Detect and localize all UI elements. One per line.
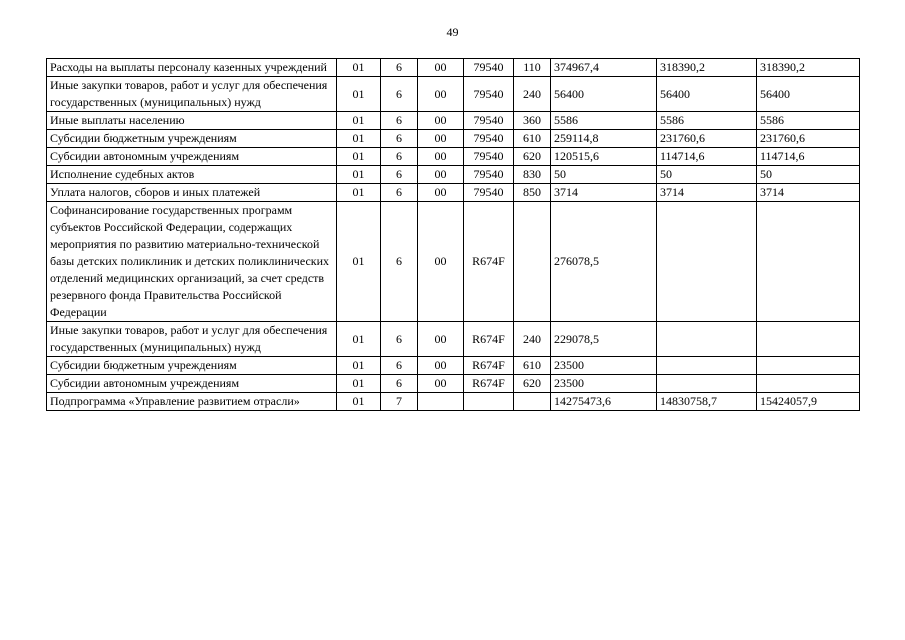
subprogram-code-cell: 00 <box>418 375 464 393</box>
row-name-cell: Подпрограмма «Управление развитием отрасли» <box>47 393 337 411</box>
row-name-cell: Иные закупки товаров, работ и услуг для обеспечения государственных (муниципальных) нужд <box>47 322 337 357</box>
amount-year3-cell <box>757 375 860 393</box>
subprogram-code-cell: 00 <box>418 184 464 202</box>
section-code-cell: 01 <box>337 130 381 148</box>
expense-type-cell: 850 <box>514 184 551 202</box>
row-name-cell: Софинансирование государственных программ субъектов Российской Федерации, содержащих мероприятия по развитию материально-технической базы детских поликлиник и детских поликлинических отделений медицинских организаций, за счет средств резервного фонда Правительства Российской Федерации <box>47 202 337 322</box>
direction-code-cell: 79540 <box>464 184 514 202</box>
subprogram-code-cell: 00 <box>418 322 464 357</box>
budget-table-body <box>47 59 860 411</box>
direction-code-cell: 79540 <box>464 77 514 112</box>
section-code-cell: 01 <box>337 202 381 322</box>
amount-year3-cell: 231760,6 <box>757 130 860 148</box>
program-code-cell: 6 <box>381 166 418 184</box>
table-row <box>47 112 860 130</box>
subprogram-code-cell: 00 <box>418 202 464 322</box>
expense-type-cell: 240 <box>514 322 551 357</box>
section-code-cell: 01 <box>337 59 381 77</box>
amount-year1-cell: 50 <box>551 166 657 184</box>
table-row <box>47 393 860 411</box>
program-code-cell: 6 <box>381 112 418 130</box>
program-code-cell: 6 <box>381 77 418 112</box>
amount-year3-cell: 50 <box>757 166 860 184</box>
section-code-cell: 01 <box>337 393 381 411</box>
subprogram-code-cell: 00 <box>418 112 464 130</box>
program-code-cell: 6 <box>381 375 418 393</box>
direction-code-cell: R674F <box>464 375 514 393</box>
row-name-cell: Субсидии автономным учреждениям <box>47 375 337 393</box>
direction-code-cell: R674F <box>464 202 514 322</box>
expense-type-cell: 240 <box>514 77 551 112</box>
program-code-cell: 6 <box>381 202 418 322</box>
amount-year3-cell: 5586 <box>757 112 860 130</box>
section-code-cell: 01 <box>337 77 381 112</box>
table-row <box>47 148 860 166</box>
program-code-cell: 6 <box>381 322 418 357</box>
direction-code-cell: 79540 <box>464 148 514 166</box>
amount-year1-cell: 259114,8 <box>551 130 657 148</box>
expense-type-cell <box>514 393 551 411</box>
amount-year3-cell: 15424057,9 <box>757 393 860 411</box>
table-row <box>47 184 860 202</box>
amount-year3-cell: 3714 <box>757 184 860 202</box>
subprogram-code-cell: 00 <box>418 77 464 112</box>
amount-year3-cell <box>757 322 860 357</box>
row-name-cell: Расходы на выплаты персоналу казенных учреждений <box>47 59 337 77</box>
table-row <box>47 375 860 393</box>
table-row <box>47 322 860 357</box>
program-code-cell: 6 <box>381 357 418 375</box>
amount-year3-cell: 318390,2 <box>757 59 860 77</box>
amount-year1-cell: 56400 <box>551 77 657 112</box>
direction-code-cell: 79540 <box>464 59 514 77</box>
amount-year2-cell: 114714,6 <box>657 148 757 166</box>
expense-type-cell: 620 <box>514 148 551 166</box>
amount-year1-cell: 276078,5 <box>551 202 657 322</box>
table-row <box>47 357 860 375</box>
expense-type-cell: 620 <box>514 375 551 393</box>
amount-year2-cell: 3714 <box>657 184 757 202</box>
table-row <box>47 202 860 322</box>
amount-year2-cell <box>657 202 757 322</box>
section-code-cell: 01 <box>337 148 381 166</box>
section-code-cell: 01 <box>337 112 381 130</box>
amount-year1-cell: 120515,6 <box>551 148 657 166</box>
row-name-cell: Субсидии бюджетным учреждениям <box>47 357 337 375</box>
amount-year3-cell <box>757 202 860 322</box>
program-code-cell: 7 <box>381 393 418 411</box>
program-code-cell: 6 <box>381 184 418 202</box>
amount-year1-cell: 14275473,6 <box>551 393 657 411</box>
amount-year2-cell <box>657 357 757 375</box>
amount-year1-cell: 23500 <box>551 357 657 375</box>
expense-type-cell <box>514 202 551 322</box>
row-name-cell: Уплата налогов, сборов и иных платежей <box>47 184 337 202</box>
direction-code-cell <box>464 393 514 411</box>
amount-year2-cell: 5586 <box>657 112 757 130</box>
amount-year3-cell: 114714,6 <box>757 148 860 166</box>
table-row <box>47 130 860 148</box>
subprogram-code-cell: 00 <box>418 148 464 166</box>
section-code-cell: 01 <box>337 357 381 375</box>
amount-year2-cell: 14830758,7 <box>657 393 757 411</box>
direction-code-cell: 79540 <box>464 130 514 148</box>
row-name-cell: Субсидии автономным учреждениям <box>47 148 337 166</box>
budget-table <box>46 58 860 411</box>
expense-type-cell: 610 <box>514 357 551 375</box>
amount-year2-cell: 56400 <box>657 77 757 112</box>
amount-year2-cell <box>657 375 757 393</box>
section-code-cell: 01 <box>337 375 381 393</box>
amount-year2-cell: 318390,2 <box>657 59 757 77</box>
section-code-cell: 01 <box>337 166 381 184</box>
amount-year1-cell: 3714 <box>551 184 657 202</box>
amount-year2-cell: 50 <box>657 166 757 184</box>
row-name-cell: Иные выплаты населению <box>47 112 337 130</box>
amount-year3-cell <box>757 357 860 375</box>
section-code-cell: 01 <box>337 322 381 357</box>
subprogram-code-cell: 00 <box>418 166 464 184</box>
amount-year1-cell: 5586 <box>551 112 657 130</box>
table-row <box>47 77 860 112</box>
expense-type-cell: 110 <box>514 59 551 77</box>
expense-type-cell: 360 <box>514 112 551 130</box>
direction-code-cell: R674F <box>464 357 514 375</box>
expense-type-cell: 830 <box>514 166 551 184</box>
amount-year2-cell: 231760,6 <box>657 130 757 148</box>
program-code-cell: 6 <box>381 59 418 77</box>
amount-year1-cell: 229078,5 <box>551 322 657 357</box>
direction-code-cell: 79540 <box>464 166 514 184</box>
subprogram-code-cell: 00 <box>418 357 464 375</box>
amount-year1-cell: 374967,4 <box>551 59 657 77</box>
amount-year3-cell: 56400 <box>757 77 860 112</box>
row-name-cell: Исполнение судебных актов <box>47 166 337 184</box>
table-row <box>47 166 860 184</box>
expense-type-cell: 610 <box>514 130 551 148</box>
amount-year2-cell <box>657 322 757 357</box>
program-code-cell: 6 <box>381 148 418 166</box>
program-code-cell: 6 <box>381 130 418 148</box>
section-code-cell: 01 <box>337 184 381 202</box>
page-number: 49 <box>446 25 459 39</box>
direction-code-cell: 79540 <box>464 112 514 130</box>
subprogram-code-cell: 00 <box>418 59 464 77</box>
row-name-cell: Субсидии бюджетным учреждениям <box>47 130 337 148</box>
amount-year1-cell: 23500 <box>551 375 657 393</box>
direction-code-cell: R674F <box>464 322 514 357</box>
subprogram-code-cell <box>418 393 464 411</box>
row-name-cell: Иные закупки товаров, работ и услуг для обеспечения государственных (муниципальных) нужд <box>47 77 337 112</box>
table-row <box>47 59 860 77</box>
subprogram-code-cell: 00 <box>418 130 464 148</box>
